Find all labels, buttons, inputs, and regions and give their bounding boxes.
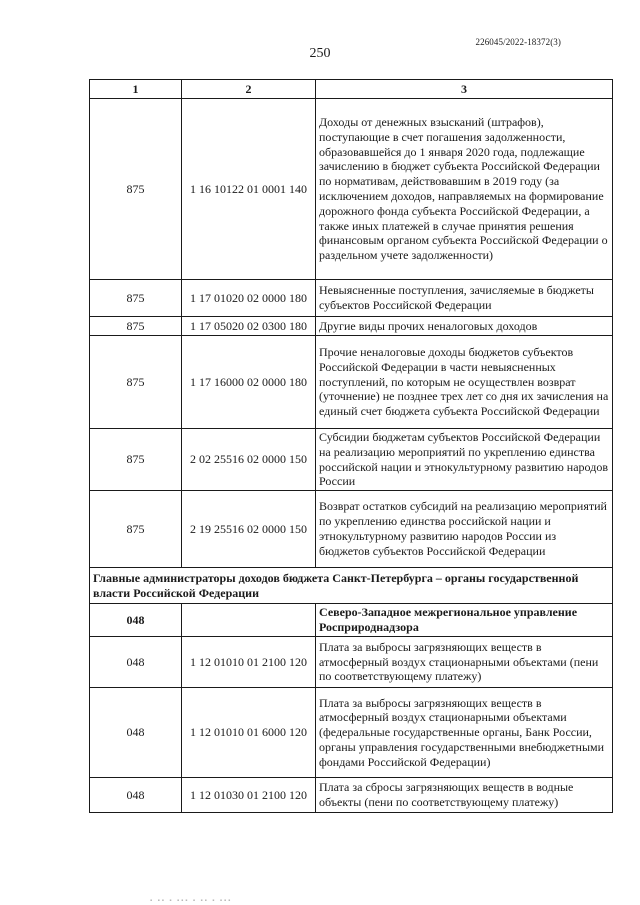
admin-code-cell: 875 bbox=[90, 336, 182, 429]
document-registration-number: 226045/2022-18372(3) bbox=[475, 37, 561, 47]
administrator-group-row bbox=[90, 604, 613, 637]
table-row bbox=[90, 317, 613, 336]
description-cell: Возврат остатков субсидий на реализацию мероприятий по укреплению единства российской нации и этнокультурному развитию народов России из бюджетов субъектов Российской Федерации bbox=[316, 491, 613, 568]
section-heading-row bbox=[90, 568, 613, 604]
table-header-row bbox=[90, 80, 613, 99]
table-row bbox=[90, 429, 613, 491]
description-cell: Другие виды прочих неналоговых доходов bbox=[316, 317, 613, 336]
admin-code-cell: 875 bbox=[90, 99, 182, 280]
revenue-code-cell: 1 17 16000 02 0000 180 bbox=[182, 336, 316, 429]
description-cell: Доходы от денежных взысканий (штрафов), поступающие в счет погашения задолженности, образовавшейся до 1 января 2020 года, подлежащие зачислению в бюджет субъекта Российской Федерации по нормативам, действовавшим в 2019 году (за исключением доходов, направляемых на формирование дорожного фонда субъекта Российской Федерации, а также иных платежей в случае принятия решения финансовым органом субъекта Российской Федерации о раздельном учете задолженности) bbox=[316, 99, 613, 280]
column-header-admin-code: 1 bbox=[90, 80, 182, 99]
revenue-code-cell: 2 02 25516 02 0000 150 bbox=[182, 429, 316, 491]
scan-footer-mark: ▪ ▪▪ ▪ ▪▪▪ ▪ ▪▪ ▪ ▪▪▪ bbox=[150, 898, 233, 904]
revenue-code-cell: 1 12 01030 01 2100 120 bbox=[182, 778, 316, 813]
group-administrator-name: Северо-Западное межрегиональное управление Росприроднадзора bbox=[316, 604, 613, 637]
revenue-code-cell: 1 12 01010 01 2100 120 bbox=[182, 637, 316, 688]
description-cell: Плата за выбросы загрязняющих веществ в атмосферный воздух стационарными объектами (федеральные государственные органы, Банк России, органы управления государственными внебюджетными фондами Российской Федерации) bbox=[316, 688, 613, 778]
table-row bbox=[90, 637, 613, 688]
group-admin-code: 048 bbox=[90, 604, 182, 637]
revenue-administrators-table bbox=[89, 79, 613, 813]
admin-code-cell: 048 bbox=[90, 778, 182, 813]
admin-code-cell: 875 bbox=[90, 429, 182, 491]
revenue-code-cell: 1 12 01010 01 6000 120 bbox=[182, 688, 316, 778]
column-header-revenue-code: 2 bbox=[182, 80, 316, 99]
admin-code-cell: 875 bbox=[90, 280, 182, 317]
admin-code-cell: 048 bbox=[90, 688, 182, 778]
table-row bbox=[90, 491, 613, 568]
column-header-description: 3 bbox=[316, 80, 613, 99]
revenue-code-cell: 2 19 25516 02 0000 150 bbox=[182, 491, 316, 568]
table-row bbox=[90, 336, 613, 429]
description-cell: Плата за выбросы загрязняющих веществ в атмосферный воздух стационарными объектами (пени по соответствующему платежу) bbox=[316, 637, 613, 688]
section-heading: Главные администраторы доходов бюджета Санкт-Петербурга – органы государственной власти Российской Федерации bbox=[90, 568, 613, 604]
table-row bbox=[90, 280, 613, 317]
group-revenue-code bbox=[182, 604, 316, 637]
description-cell: Невыясненные поступления, зачисляемые в бюджеты субъектов Российской Федерации bbox=[316, 280, 613, 317]
description-cell: Плата за сбросы загрязняющих веществ в водные объекты (пени по соответствующему платежу) bbox=[316, 778, 613, 813]
table-row bbox=[90, 778, 613, 813]
description-cell: Субсидии бюджетам субъектов Российской Федерации на реализацию мероприятий по укреплению единства российской нации и этнокультурному развитию народов России bbox=[316, 429, 613, 491]
page-number: 250 bbox=[309, 46, 331, 61]
table-row bbox=[90, 99, 613, 280]
admin-code-cell: 048 bbox=[90, 637, 182, 688]
table-row bbox=[90, 688, 613, 778]
revenue-code-cell: 1 17 01020 02 0000 180 bbox=[182, 280, 316, 317]
admin-code-cell: 875 bbox=[90, 491, 182, 568]
admin-code-cell: 875 bbox=[90, 317, 182, 336]
revenue-code-cell: 1 16 10122 01 0001 140 bbox=[182, 99, 316, 280]
revenue-code-cell: 1 17 05020 02 0300 180 bbox=[182, 317, 316, 336]
description-cell: Прочие неналоговые доходы бюджетов субъектов Российской Федерации в части невыясненных поступлений, по которым не осуществлен возврат (уточнение) не позднее трех лет со дня их зачисления на единый счет бюджета субъекта Российской Федерации bbox=[316, 336, 613, 429]
